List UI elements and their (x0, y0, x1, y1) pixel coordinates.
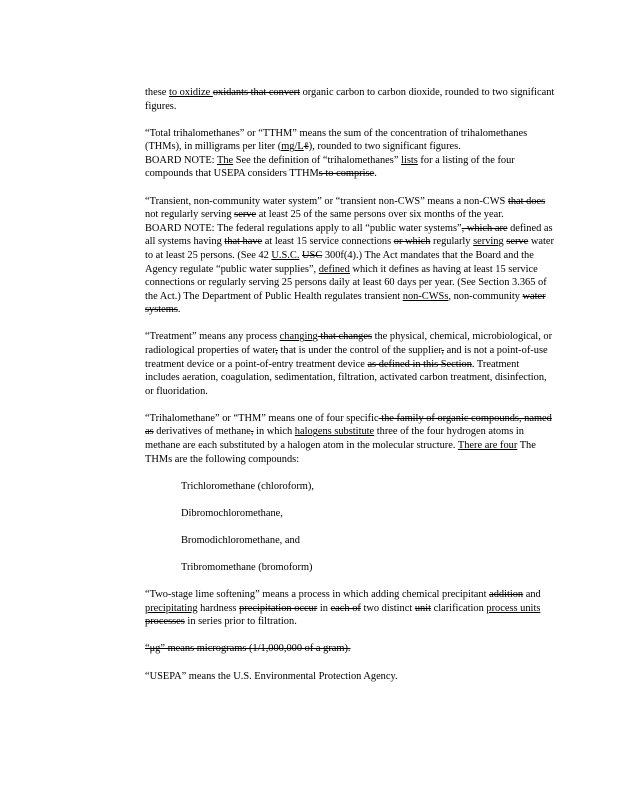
deleted-text: oxidants that convert (212, 87, 300, 98)
text-run: these (145, 87, 169, 98)
text-run: two distinct (360, 602, 415, 614)
deleted-text: occur (291, 602, 318, 614)
transient-ncws-definition (145, 195, 555, 222)
text-run: not regularly serving (145, 209, 235, 221)
inserted-text: mg/ (281, 141, 298, 153)
list-item: Dibromochloromethane, (181, 507, 283, 519)
text-run: for a listing of the four compounds that USEPA considers TTHM (145, 154, 515, 180)
inserted-text: changing (279, 331, 318, 343)
text-run: . (177, 304, 181, 316)
text-run: water to at least 25 persons. (See 42 (145, 236, 554, 261)
inserted-text: non-CWSs (402, 290, 449, 302)
thm-compound-list (145, 480, 555, 575)
text-run: See the definition of “trihalomethanes” (233, 154, 402, 166)
text-run: derivatives of methane (153, 426, 251, 438)
deleted-text: ℓ (303, 141, 309, 153)
text-run: “Total trihalomethanes” or “TTHM” means the sum of the concentration of trihalomethanes (THMs), in milligrams per liter ( (145, 127, 528, 153)
inserted-text: serving (473, 236, 504, 248)
deleted-text: water systems (145, 290, 546, 316)
deleted-text: that have (224, 236, 263, 248)
text-run: . (374, 168, 377, 180)
deleted-text: serve (234, 209, 257, 221)
inserted-text: There are four (457, 440, 518, 452)
text-run: , non-community (448, 290, 523, 302)
text-run: hardness (197, 602, 240, 614)
deleted-text: each of (330, 602, 361, 614)
text-run: three of the four hydrogen atoms in methane are each substituted by a halogen atom in the molecular structure. (145, 426, 524, 452)
deleted-text: s to comprise (318, 168, 375, 180)
deleted-text: , (250, 426, 254, 438)
text-run: BOARD NOTE: The federal regulations apply to all “public water systems” (145, 222, 462, 234)
document-page (145, 86, 555, 697)
inserted-text: precipitating (145, 602, 198, 614)
text-run: “Trihalomethane” or “THM” means one of four specific (145, 412, 379, 424)
text-run: “Treatment” means any process (145, 331, 280, 343)
text-run: regularly (430, 236, 474, 248)
text-run: in (317, 602, 331, 614)
text-run: in which (253, 426, 295, 438)
deleted-text: serve (506, 236, 529, 248)
text-run: and (523, 589, 541, 601)
text-run: BOARD NOTE: (145, 154, 217, 166)
text-run: . Treatment includes aeration, coagulation, sedimentation, filtration, activated carbon treatment, disinfection, or fluoridation. (145, 358, 547, 397)
deleted-text: “μg” means micrograms (1/1,000,000 of a gram). (145, 643, 351, 655)
oxidation-definition-tail (145, 86, 555, 113)
deleted-text: , (441, 345, 444, 356)
deleted-text: precipitation (239, 602, 292, 614)
inserted-text: to oxidize (168, 87, 213, 98)
text-run: The THMs are the following compounds: (145, 440, 536, 465)
text-run: “Transient, non-community water system” or “transient non-CWS” means a non-CWS (145, 195, 508, 207)
deleted-text: USC (302, 249, 323, 261)
text-run: and is not a point-of-use treatment device or a point-of-entry treatment device (145, 345, 548, 370)
deleted-text: , (275, 345, 278, 356)
microgram-definition-deleted (145, 642, 555, 656)
deleted-text: that does (507, 195, 546, 207)
inserted-text: defined (318, 263, 350, 275)
inserted-text: U.S.C. (271, 249, 300, 261)
deleted-text: that changes (317, 331, 372, 343)
list-item: Bromodichloromethane, and (181, 534, 300, 546)
text-run: “Two-stage lime softening” means a process in which adding chemical precipitant (145, 589, 490, 601)
transient-ncws-board-note (145, 222, 555, 317)
list-item: Tribromomethane (bromoform) (181, 562, 313, 574)
inserted-text: halogens substitute (294, 426, 375, 438)
usepa-definition (145, 670, 555, 684)
text-run: ), rounded to two significant figures. (308, 141, 461, 153)
tthm-board-note (145, 154, 555, 181)
text-run: at least 25 of the same persons over six months of the year. (256, 209, 504, 221)
inserted-text: L (297, 141, 304, 153)
text-run: the physical, chemical, microbiological, or radiological properties of water (145, 331, 553, 356)
text-run: in series prior to filtration. (184, 616, 297, 628)
deleted-text: as defined in this Section (367, 358, 472, 370)
deleted-text: or which (393, 236, 431, 248)
text-run: organic carbon to carbon dioxide, rounded to two significant figures. (145, 87, 555, 112)
two-stage-lime-softening-definition (145, 588, 555, 629)
text-run: that is under the control of the supplier (277, 345, 442, 356)
text-run: clarification (431, 602, 487, 614)
trihalomethane-definition (145, 412, 555, 466)
inserted-text: lists (401, 154, 418, 166)
deleted-text: processes (145, 616, 185, 628)
list-item: Trichloromethane (chloroform), (181, 480, 314, 492)
deleted-text: the family of organic compounds, named as (145, 412, 552, 438)
text-run: which it defines as having at least 15 service connections or regularly serving 25 persons daily at least 60 days per year. (See Section 3.365 of the Act.) The Department of Public Health regulates transient (145, 263, 547, 302)
text-run: at least 15 service connections (262, 236, 394, 248)
deleted-text: unit (414, 602, 432, 614)
text-run: defined as all systems having (145, 222, 553, 248)
inserted-text: The (216, 154, 234, 166)
tthm-definition (145, 127, 555, 154)
deleted-text: addition (489, 589, 524, 601)
treatment-definition (145, 330, 555, 398)
deleted-text: , which are (461, 222, 508, 234)
text-run: 300f(4).) The Act mandates that the Board and the Agency regulate “public water supplies”, (145, 249, 534, 275)
inserted-text: process units (486, 602, 541, 614)
text-run: “USEPA” means the U.S. Environmental Protection Agency. (145, 670, 398, 682)
